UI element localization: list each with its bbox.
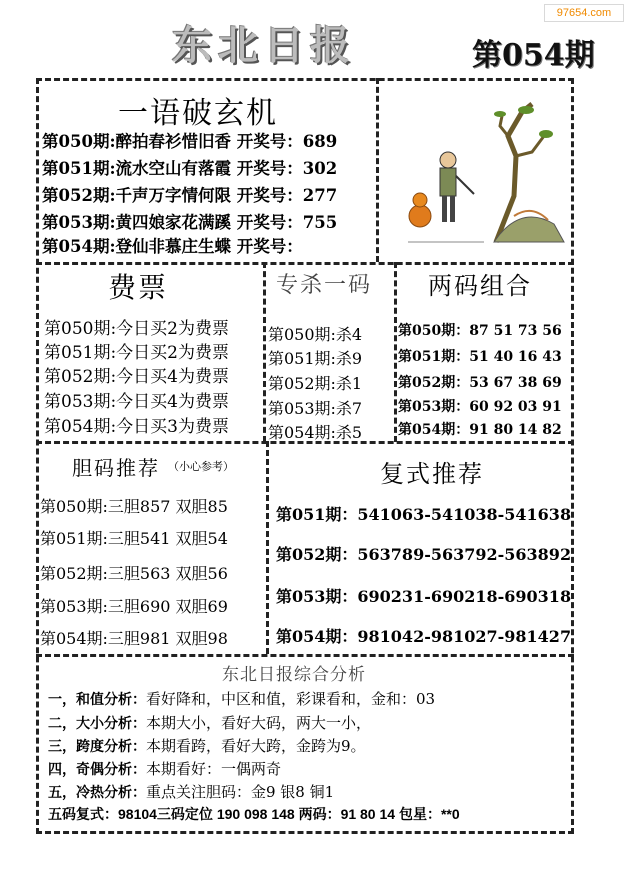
divider-bold-combo — [266, 441, 269, 654]
combo-title: 复式推荐 — [380, 460, 484, 488]
kill-row: 第054期:杀5 — [268, 423, 363, 442]
kill-row: 第053期:杀7 — [268, 399, 363, 418]
farmer-gourd-illustration — [404, 96, 568, 246]
divider-kill-pairs — [394, 262, 397, 442]
masthead-title: 东北日报 — [172, 22, 356, 69]
riddle-title: 一语破玄机 — [118, 96, 278, 131]
kill-title: 专杀一码 — [276, 273, 373, 298]
kill-row: 第051期:杀9 — [268, 349, 363, 368]
bold-row: 第051期:三胆541 双胆54 — [40, 529, 228, 548]
free-row: 第054期:今日买3为费票 — [44, 417, 229, 437]
riddle-row: 第052期:千声万字情何限 开奖号：277 — [42, 186, 338, 205]
analysis-label: 一，和值分析： — [48, 692, 146, 708]
divider-3 — [36, 654, 574, 657]
site-watermark: 97654.com — [544, 4, 624, 22]
bold-row: 第050期:三胆857 双胆85 — [40, 497, 228, 516]
analysis-text: 本期看跨，看好大跨，金跨为9。 — [146, 737, 366, 755]
bold-codes-title: 胆码推荐 — [72, 456, 160, 480]
analysis-row — [48, 781, 334, 802]
analysis-label: 五，冷热分析： — [48, 785, 146, 801]
issue-number: 第054期 — [472, 38, 595, 73]
pair-row: 第054期：91 80 14 82 — [398, 422, 562, 438]
footer-summary: 五码复式：98104三码定位 190 098 148 两码：91 80 14 包星：**0 — [48, 806, 460, 822]
bold-codes-note: （小心参考） — [168, 460, 234, 473]
bold-row: 第053期:三胆690 双胆69 — [40, 597, 228, 616]
analysis-row — [48, 758, 281, 779]
pair-row: 第053期：60 92 03 91 — [398, 399, 562, 415]
analysis-title: 东北日报综合分析 — [222, 665, 366, 685]
bold-row: 第054期:三胆981 双胆98 — [40, 629, 228, 648]
kill-row: 第050期:杀4 — [268, 325, 363, 344]
analysis-text: 本期大小，看好大码，两大一小， — [146, 714, 372, 732]
riddle-row: 第051期:流水空山有落霞 开奖号：302 — [42, 159, 338, 178]
analysis-label: 三，跨度分析： — [48, 739, 146, 755]
analysis-row — [48, 735, 366, 756]
analysis-text: 重点关注胆码：金9 银8 铜1 — [146, 783, 335, 801]
free-row: 第052期:今日买4为费票 — [44, 367, 229, 387]
analysis-row — [48, 712, 371, 733]
free-row: 第051期:今日买2为费票 — [44, 343, 229, 363]
riddle-row: 第050期:醉拍春衫惜旧香 开奖号：689 — [42, 132, 338, 151]
riddle-row: 第054期:登仙非慕庄生蝶 开奖号： — [42, 237, 303, 256]
analysis-text: 看好降和，中区和值，彩课看和，金和：03 — [146, 690, 436, 708]
analysis-text: 本期看好：一偶两奇 — [146, 760, 282, 778]
combo-row: 第052期：563789-563792-563892 — [276, 545, 572, 564]
divider-free-kill — [263, 262, 266, 442]
analysis-label: 四，奇偶分析： — [48, 762, 146, 778]
free-title: 费票 — [108, 271, 169, 304]
free-row: 第053期:今日买4为费票 — [44, 392, 229, 412]
bold-row: 第052期:三胆563 双胆56 — [40, 564, 228, 583]
combo-row: 第053期：690231-690218-690318 — [276, 587, 572, 606]
divider-riddle — [376, 78, 379, 262]
pair-row: 第052期：53 67 38 69 — [398, 375, 562, 391]
combo-row: 第051期：541063-541038-541638 — [276, 505, 572, 524]
free-row: 第050期:今日买2为费票 — [44, 319, 229, 339]
analysis-row — [48, 688, 435, 709]
divider-1 — [36, 262, 574, 265]
riddle-row: 第053期:黄四娘家花满蹊 开奖号：755 — [42, 213, 338, 232]
pair-row: 第051期：51 40 16 43 — [398, 349, 562, 365]
analysis-label: 二，大小分析： — [48, 716, 146, 732]
combo-row: 第054期：981042-981027-981427 — [276, 627, 572, 646]
pairs-title: 两码组合 — [428, 272, 532, 300]
pair-row: 第050期：87 51 73 56 — [398, 323, 562, 339]
kill-row: 第052期:杀1 — [268, 374, 363, 393]
